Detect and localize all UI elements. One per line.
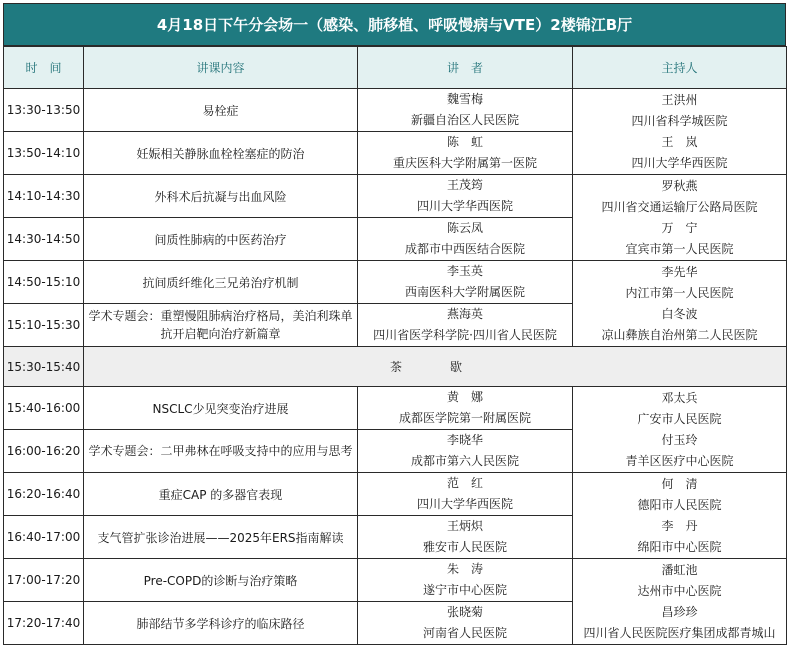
speaker-cell xyxy=(358,602,573,645)
speaker-org: 成都市第六人民医院 xyxy=(410,454,519,468)
time-cell: 17:20-17:40 xyxy=(4,602,84,645)
time-cell: 16:20-16:40 xyxy=(4,473,84,516)
speaker-name: 陈云凤 xyxy=(446,221,483,235)
table-row xyxy=(4,175,787,218)
speaker-cell xyxy=(358,261,573,304)
topic-cell: 妊娠相关静脉血栓栓塞症的防治 xyxy=(84,132,358,175)
host-cell xyxy=(573,175,787,261)
table-row xyxy=(4,473,787,516)
break-time-cell: 15:30-15:40 xyxy=(4,347,84,387)
speaker-org: 成都医学院第一附属医院 xyxy=(398,411,531,425)
time-cell: 17:00-17:20 xyxy=(4,559,84,602)
speaker-name: 张晓菊 xyxy=(446,605,483,619)
schedule-table xyxy=(3,46,787,645)
speaker-org: 河南省人民医院 xyxy=(422,626,507,640)
speaker-name: 陈 虹 xyxy=(446,135,483,149)
speaker-cell xyxy=(358,175,573,218)
host-org: 绵阳市中心医院 xyxy=(637,539,722,554)
host-cell xyxy=(573,559,787,645)
host-name: 李 丹 xyxy=(661,518,698,533)
time-cell: 14:30-14:50 xyxy=(4,218,84,261)
speaker-org: 四川省医学科学院·四川省人民医院 xyxy=(373,328,557,342)
host-org: 广安市人民医院 xyxy=(637,411,722,426)
speaker-name: 李晓华 xyxy=(446,433,483,447)
host-name: 罗秋燕 xyxy=(661,178,698,193)
speaker-org: 雅安市人民医院 xyxy=(422,540,507,554)
time-cell: 14:50-15:10 xyxy=(4,261,84,304)
host-name: 王洪州 xyxy=(661,92,698,107)
host-org: 四川大学华西医院 xyxy=(631,155,728,170)
topic-cell: 外科术后抗凝与出血风险 xyxy=(84,175,358,218)
topic-cell: 抗间质纤维化三兄弟治疗机制 xyxy=(84,261,358,304)
topic-cell: 学术专题会：重塑慢阻肺病治疗格局，美泊利珠单抗开启靶向治疗新篇章 xyxy=(84,304,358,347)
speaker-name: 王茂筠 xyxy=(446,178,483,192)
speaker-org: 四川大学华西医院 xyxy=(416,199,513,213)
column-header-host: 主持人 xyxy=(573,47,787,89)
topic-cell: 重症CAP 的多器官表现 xyxy=(84,473,358,516)
topic-cell: 支气管扩张诊治进展——2025年ERS指南解读 xyxy=(84,516,358,559)
speaker-name: 朱 涛 xyxy=(446,562,483,576)
host-name: 万 宁 xyxy=(661,220,698,235)
speaker-name: 魏雪梅 xyxy=(446,92,483,106)
time-cell: 13:30-13:50 xyxy=(4,89,84,132)
speaker-cell xyxy=(358,387,573,430)
host-name: 李先华 xyxy=(661,264,698,279)
speaker-cell xyxy=(358,473,573,516)
host-org: 四川省人民医院医疗集团成都青城山 xyxy=(583,625,776,640)
speaker-name: 范 红 xyxy=(446,476,483,490)
host-cell xyxy=(573,473,787,559)
time-cell: 13:50-14:10 xyxy=(4,132,84,175)
table-row xyxy=(4,559,787,602)
speaker-cell xyxy=(358,132,573,175)
host-name: 付玉玲 xyxy=(661,432,698,447)
time-cell: 16:40-17:00 xyxy=(4,516,84,559)
host-name: 昌珍珍 xyxy=(661,604,698,619)
speaker-org: 西南医科大学附属医院 xyxy=(404,285,525,299)
speaker-org: 四川大学华西医院 xyxy=(416,497,513,511)
host-org: 达州市中心医院 xyxy=(637,583,722,598)
speaker-name: 李玉英 xyxy=(446,264,483,278)
host-org: 凉山彝族自治州第二人民医院 xyxy=(601,327,758,342)
host-cell xyxy=(573,387,787,473)
host-name: 邓太兵 xyxy=(661,390,698,405)
speaker-cell xyxy=(358,304,573,347)
break-label: 茶 歇 xyxy=(84,347,787,387)
column-header-topic: 讲课内容 xyxy=(84,47,358,89)
speaker-org: 重庆医科大学附属第一医院 xyxy=(392,156,537,170)
speaker-cell xyxy=(358,218,573,261)
speaker-cell xyxy=(358,430,573,473)
page-title: 4月18日下午分会场一（感染、肺移植、呼吸慢病与VTE）2楼锦江B厅 xyxy=(3,3,786,46)
host-name: 王 岚 xyxy=(661,134,698,149)
host-org: 四川省交通运输厅公路局医院 xyxy=(601,199,758,214)
topic-cell: 肺部结节多学科诊疗的临床路径 xyxy=(84,602,358,645)
host-org: 青羊区医疗中心医院 xyxy=(625,453,734,468)
speaker-name: 王炳炽 xyxy=(446,519,483,533)
host-name: 白冬波 xyxy=(661,306,698,321)
topic-cell: 学术专题会：二甲弗林在呼吸支持中的应用与思考 xyxy=(84,430,358,473)
host-org: 内江市第一人民医院 xyxy=(625,285,734,300)
topic-cell: 间质性肺病的中医药治疗 xyxy=(84,218,358,261)
speaker-cell xyxy=(358,89,573,132)
topic-cell: NSCLC少见突变治疗进展 xyxy=(84,387,358,430)
topic-cell: 易栓症 xyxy=(84,89,358,132)
table-row xyxy=(4,89,787,132)
time-cell: 14:10-14:30 xyxy=(4,175,84,218)
break-row xyxy=(4,347,787,387)
table-row xyxy=(4,387,787,430)
time-cell: 15:10-15:30 xyxy=(4,304,84,347)
speaker-org: 新疆自治区人民医院 xyxy=(410,113,519,127)
speaker-cell xyxy=(358,559,573,602)
speaker-cell xyxy=(358,516,573,559)
host-org: 宜宾市第一人民医院 xyxy=(625,241,734,256)
host-cell xyxy=(573,261,787,347)
table-header-row xyxy=(4,47,787,89)
speaker-org: 成都市中西医结合医院 xyxy=(404,242,525,256)
column-header-time: 时 间 xyxy=(4,47,84,89)
topic-cell: Pre-COPD的诊断与治疗策略 xyxy=(84,559,358,602)
speaker-org: 遂宁市中心医院 xyxy=(422,583,507,597)
speaker-name: 黄 娜 xyxy=(446,390,483,404)
host-cell xyxy=(573,89,787,175)
host-name: 潘虹池 xyxy=(661,562,698,577)
column-header-speaker: 讲 者 xyxy=(358,47,573,89)
host-org: 四川省科学城医院 xyxy=(631,113,728,128)
host-org: 德阳市人民医院 xyxy=(637,497,722,512)
table-row xyxy=(4,261,787,304)
speaker-name: 燕海英 xyxy=(446,307,483,321)
time-cell: 15:40-16:00 xyxy=(4,387,84,430)
time-cell: 16:00-16:20 xyxy=(4,430,84,473)
host-name: 何 清 xyxy=(661,476,698,491)
